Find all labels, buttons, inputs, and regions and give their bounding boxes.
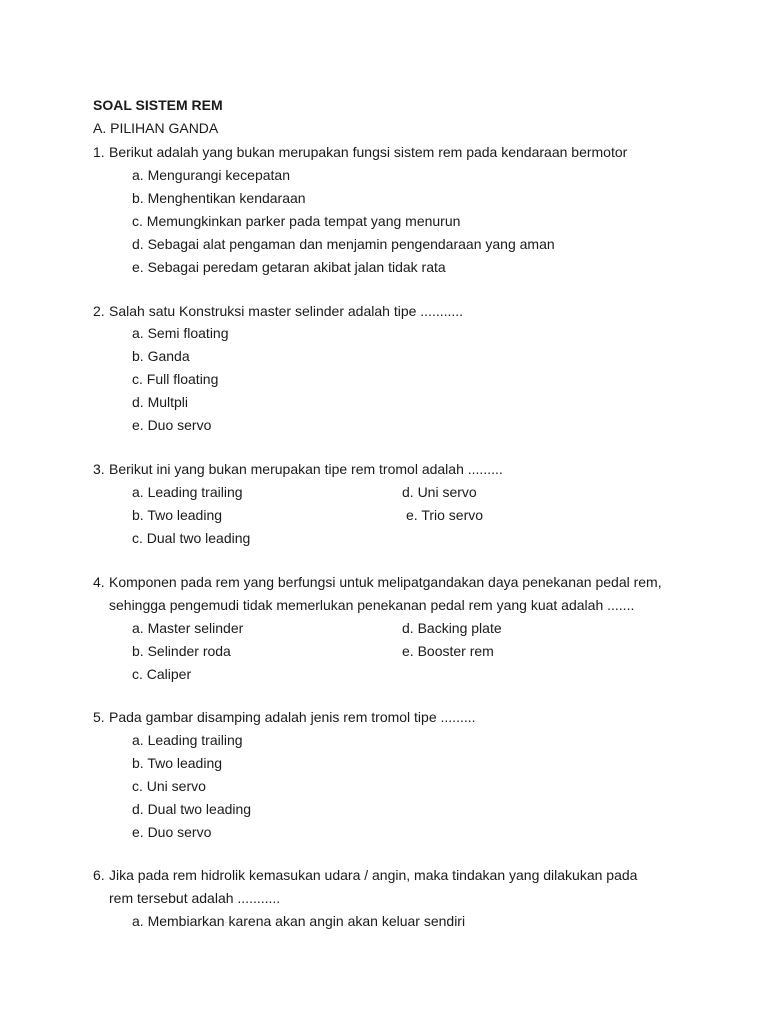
question-number: 4. xyxy=(93,574,105,590)
option-a: a. Membiarkan karena akan angin akan keluar sendiri xyxy=(132,913,466,929)
option-b: b. Menghentikan kendaraan xyxy=(132,190,306,206)
option-c: c. Uni servo xyxy=(132,778,206,794)
question-number: 3. xyxy=(93,461,105,477)
option-d: d. Uni servo xyxy=(402,484,477,500)
option-a: a. Master selinder xyxy=(132,620,244,636)
option-d: d. Multpli xyxy=(132,394,189,410)
option-b: b. Two leading xyxy=(132,507,223,523)
option-e: e. Sebagai peredam getaran akibat jalan tidak rata xyxy=(132,259,446,275)
question-text: Pada gambar disamping adalah jenis rem tromol tipe ......... xyxy=(109,709,476,725)
question-number: 6. xyxy=(93,867,105,883)
option-d: d. Backing plate xyxy=(402,620,502,636)
question-number: 5. xyxy=(93,709,105,725)
option-e: e. Trio servo xyxy=(406,507,484,523)
section-heading: A. PILIHAN GANDA xyxy=(93,120,219,136)
option-c: c. Caliper xyxy=(132,666,192,682)
document-title: SOAL SISTEM REM xyxy=(93,97,223,113)
option-a: a. Leading trailing xyxy=(132,484,243,500)
question-text: Komponen pada rem yang berfungsi untuk melipatgandakan daya penekanan pedal rem, xyxy=(109,574,662,590)
option-c: c. Dual two leading xyxy=(132,530,251,546)
option-e: e. Booster rem xyxy=(402,643,494,659)
question-text: Berikut adalah yang bukan merupakan fungsi sistem rem pada kendaraan bermotor xyxy=(109,144,628,160)
option-c: c. Full floating xyxy=(132,371,219,387)
question-text: Berikut ini yang bukan merupakan tipe rem tromol adalah ......... xyxy=(109,461,503,477)
question-number: 2. xyxy=(93,303,105,319)
option-b: b. Selinder roda xyxy=(132,643,231,659)
option-c: c. Memungkinkan parker pada tempat yang menurun xyxy=(132,213,461,229)
option-d: d. Dual two leading xyxy=(132,801,252,817)
option-e: e. Duo servo xyxy=(132,824,212,840)
option-a: a. Mengurangi kecepatan xyxy=(132,167,290,183)
option-a: a. Semi floating xyxy=(132,325,229,341)
option-b: b. Two leading xyxy=(132,755,223,771)
question-number: 1. xyxy=(93,144,105,160)
option-a: a. Leading trailing xyxy=(132,732,243,748)
option-d: d. Sebagai alat pengaman dan menjamin pengendaraan yang aman xyxy=(132,236,555,252)
option-e: e. Duo servo xyxy=(132,417,212,433)
question-text: Salah satu Konstruksi master selinder adalah tipe ........... xyxy=(109,303,464,319)
question-text-continued: sehingga pengemudi tidak memerlukan penekanan pedal rem yang kuat adalah ....... xyxy=(109,597,635,613)
option-b: b. Ganda xyxy=(132,348,190,364)
question-text: Jika pada rem hidrolik kemasukan udara / angin, maka tindakan yang dilakukan pada xyxy=(109,867,638,883)
question-text-continued: rem tersebut adalah ........... xyxy=(109,890,281,906)
